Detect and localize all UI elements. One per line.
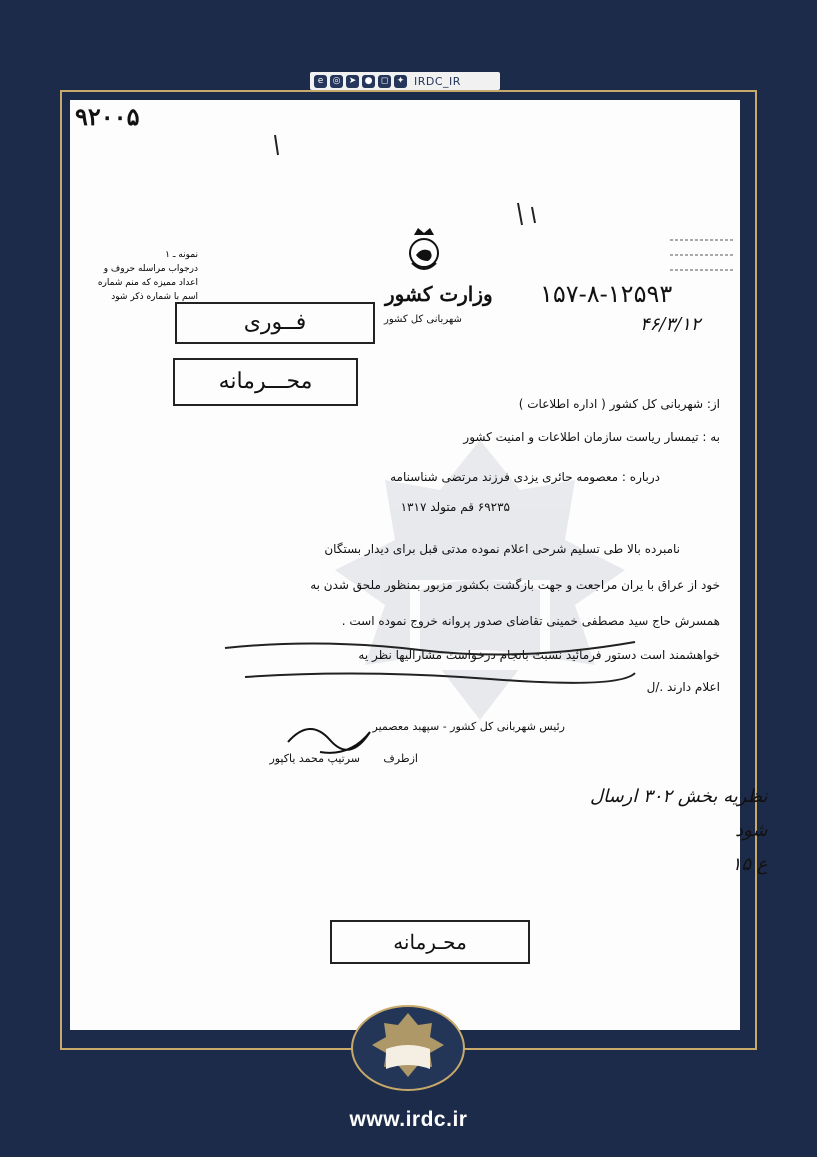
ministry-title: وزارت کشور — [385, 282, 493, 306]
chat-icon[interactable]: ● — [362, 75, 375, 88]
website-url[interactable]: www.irdc.ir — [349, 1108, 468, 1131]
urgent-stamp: فــوری — [175, 302, 375, 344]
handwritten-underline — [240, 665, 640, 687]
social-bar — [310, 72, 500, 90]
instagram-icon[interactable]: ◻ — [378, 75, 391, 88]
stray-mark — [270, 130, 300, 160]
body-line: همسرش حاج سید مصطفی خمینی تقاضای صدور پروانه خروج نموده است . — [341, 614, 720, 628]
confidential-stamp: محـــرمانه — [173, 358, 358, 406]
from-line: از: شهربانی کل کشور ( اداره اطلاعات ) — [518, 397, 720, 411]
to-line: به : تیمسار ریاست سازمان اطلاعات و امنیت کشور — [463, 430, 720, 444]
signature-scribble — [280, 712, 390, 762]
lion-and-sun-emblem-icon — [400, 225, 448, 277]
telegram-icon[interactable]: ➤ — [346, 75, 359, 88]
confidential-stamp-bottom: محـرمانه — [330, 920, 530, 964]
subject-line: درباره : معصومه حائری یزدی فرزند مرتضی شناسنامه — [390, 470, 660, 484]
social-handle[interactable]: IRDC_IR — [414, 74, 461, 88]
reference-date: ۴۶/۳/۱۲ — [640, 314, 701, 335]
document-paper — [70, 100, 768, 1030]
signature-name: سرتیپ محمد یاکپور — [269, 752, 360, 765]
handwritten-underline — [220, 628, 640, 658]
body-line: اعلام دارند ./ل — [646, 680, 720, 694]
document-number: ۹۲۰۰۵ — [75, 102, 140, 131]
irdc-logo-icon[interactable] — [348, 1003, 468, 1093]
handwritten-note: نظریه بخش ۳۰۲ ارسال شود ع ۱۵ — [590, 786, 768, 875]
margin-lines — [665, 235, 740, 280]
signature-title: رئیس شهربانی کل کشور - سپهبد معصمیر — [372, 720, 565, 733]
subject-line-2: ۶۹۲۳۵ قم متولد ۱۳۱۷ — [400, 500, 510, 514]
body-line: نامبرده بالا طی تسلیم شرحی اعلام نموده مدتی قبل برای دیدار بستگان — [324, 542, 680, 556]
sample-note: نمونه ـ ۱ درجواب مراسله حروف و اعداد ممیزه که منم شماره اسم با شماره ذکر شود — [97, 250, 198, 302]
signature-from: ازطرف — [383, 752, 418, 765]
office-title: شهربانی کل کشور — [384, 314, 462, 325]
twitter-icon[interactable]: ✦ — [394, 75, 407, 88]
stray-mark — [510, 195, 550, 235]
edge-icon[interactable]: e — [314, 75, 327, 88]
body-line: خواهشمند است دستور فرمائید نسبت بانجام درخواست مشارالیها نظر یه — [358, 648, 720, 662]
reference-number: ۱۵۷-۸-۱۲۵۹۳ — [540, 280, 673, 308]
web-icon[interactable]: ◎ — [330, 75, 343, 88]
body-line: خود از عراق با یران مراجعت و جهت بازگشت بکشور مزبور بمنظور ملحق شدن به — [310, 578, 720, 592]
